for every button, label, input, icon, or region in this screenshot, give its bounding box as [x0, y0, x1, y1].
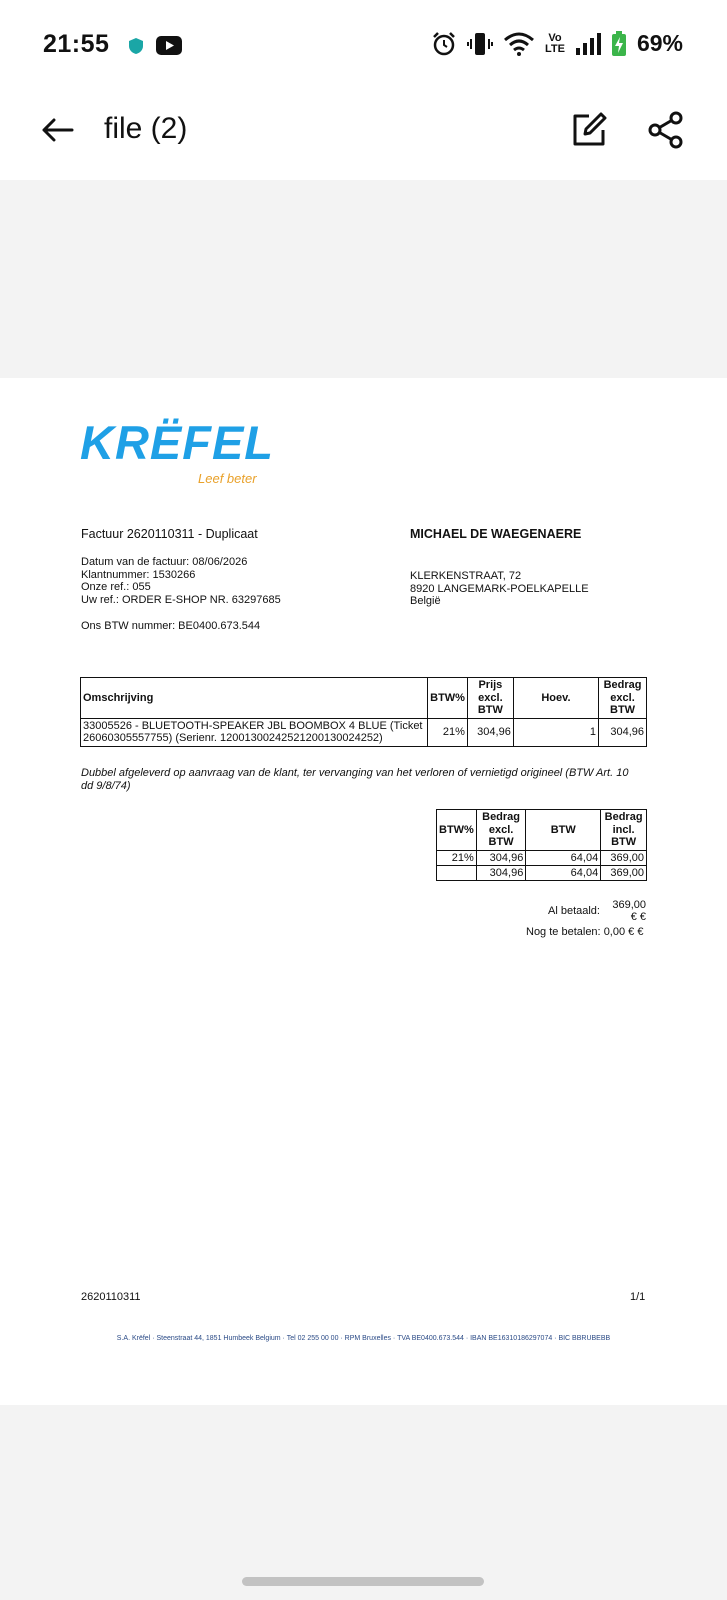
totals-header-incl-line1: Bedrag [604, 811, 643, 823]
logo-tagline: Leef beter [198, 471, 257, 486]
your-reference: Uw ref.: ORDER E-SHOP NR. 63297685 [81, 593, 281, 606]
back-button[interactable] [38, 110, 78, 150]
item-vat-pct: 21% [428, 718, 468, 746]
totals-vat-pct [437, 865, 477, 880]
volte-indicator [545, 33, 565, 55]
alarm-icon [431, 31, 457, 57]
item-amount: 304,96 [599, 718, 647, 746]
totals-header-incl [601, 810, 647, 851]
totals-excl: 304,96 [476, 850, 526, 865]
signal-icon [575, 32, 601, 56]
duplicate-note: Dubbel afgeleverd op aanvraag van de klant, ter vervanging van het verloren of vernietigd origineel (BTW Art. 10 dd 9/8/74) [81, 767, 629, 792]
item-description-line2: 26060305557755) (Serienr. 1200130024252120013002425​2) [83, 732, 383, 744]
app-bar [0, 88, 727, 180]
table-row [81, 718, 647, 746]
edit-icon [569, 110, 609, 150]
header-qty: Hoev. [513, 678, 598, 719]
edit-button[interactable] [569, 110, 609, 150]
paid-value-currency: € € [630, 911, 646, 923]
header-vat-pct: BTW% [428, 678, 468, 719]
viewer-background-top [0, 180, 727, 378]
volte-top-label: Vo [548, 31, 562, 44]
pdf-page[interactable] [0, 378, 727, 1405]
header-price-line2: excl. [478, 691, 503, 704]
totals-header-incl-line3: BTW [611, 836, 637, 848]
totals-header-vat: BTW [526, 810, 601, 851]
items-table [80, 677, 647, 747]
totals-incl: 369,00 [601, 850, 647, 865]
table-row [437, 865, 647, 880]
invoice-date: Datum van de factuur: 08/06/2026 [81, 556, 248, 568]
battery-charging-icon [611, 31, 627, 57]
totals-vat-pct: 21% [437, 850, 477, 865]
due-label: Nog te betalen: [526, 926, 601, 938]
header-amount-line2: excl. [610, 691, 635, 704]
totals-header-vat-pct: BTW% [437, 810, 477, 851]
paid-value-amount: 369,00 [612, 899, 646, 911]
share-button[interactable] [646, 110, 686, 150]
invoice-title: Factuur 2620110311 - Duplicaat [81, 527, 258, 541]
header-price-line1: Prijs [478, 679, 503, 691]
totals-vat: 64,04 [526, 865, 601, 880]
vibrate-icon [467, 31, 493, 57]
header-price [467, 678, 513, 719]
volte-bottom-label: LTE [544, 42, 565, 55]
totals-header-incl-line2: incl. [612, 823, 635, 836]
share-icon [646, 110, 686, 150]
item-description-line1: 33005526 - BLUETOOTH-SPEAKER JBL BOOMBOX 4 BLUE (Ticket [83, 719, 423, 732]
items-header-row [81, 678, 647, 719]
totals-vat: 64,04 [526, 850, 601, 865]
footer-invoice-ref: 2620110311 [81, 1291, 141, 1303]
customer-name: MICHAEL DE WAEGENAERE [410, 527, 582, 541]
item-description [81, 718, 428, 746]
gesture-nav-handle[interactable] [242, 1577, 484, 1586]
header-price-line3: BTW [477, 704, 503, 716]
customer-address [410, 570, 589, 608]
customer-street: KLERKENSTRAAT, 72 [410, 570, 522, 582]
status-left-icons [128, 36, 182, 55]
footer-page-number: 1/1 [630, 1291, 646, 1303]
totals-header-excl-line1: Bedrag [482, 811, 521, 823]
company-footer-line: S.A. Krëfel · Steenstraat 44, 1851 Humbeek Belgium · Tel 02 255 00 00 · RPM Bruxelles · TVA BE0400.673.544 · IBAN BE16310186297074 · BIC BBRUBEBB [116, 1335, 611, 1342]
header-amount-line1: Bedrag [603, 679, 642, 691]
logo-brand: KRËFEL [80, 416, 274, 469]
krefel-logo [80, 416, 274, 486]
table-row [437, 850, 647, 865]
totals-incl: 369,00 [601, 865, 647, 880]
battery-percentage: 69% [636, 30, 683, 56]
totals-header-row [437, 810, 647, 851]
totals-header-excl-line3: BTW [488, 836, 514, 848]
paid-label: Al betaald: [548, 905, 600, 917]
totals-excl: 304,96 [476, 865, 526, 880]
totals-header-excl-line2: excl. [488, 823, 514, 836]
file-title: file (2) [104, 112, 188, 145]
company-vat-number: Ons BTW nummer: BE0400.673.544 [81, 620, 261, 632]
due-value: 0,00 € € [603, 926, 644, 938]
totals-header-excl [476, 810, 526, 851]
wifi-icon [503, 32, 535, 56]
shield-icon [128, 37, 144, 55]
vat-totals-table [436, 809, 647, 881]
amount-due-row [526, 926, 643, 938]
header-amount [599, 678, 647, 719]
viewer-background-bottom [0, 1405, 727, 1600]
paid-value [606, 899, 646, 923]
customer-country: België [410, 595, 441, 607]
invoice-meta [81, 556, 281, 606]
header-description: Omschrijving [81, 678, 428, 719]
status-right-icons [431, 30, 683, 57]
youtube-icon [156, 36, 182, 55]
item-qty: 1 [513, 718, 598, 746]
customer-city: 8920 LANGEMARK-POELKAPELLE [410, 582, 589, 595]
back-arrow-icon [38, 110, 78, 150]
header-amount-line3: BTW [610, 704, 636, 716]
our-reference: Onze ref.: 055 [81, 581, 151, 593]
client-number: Klantnummer: 1530266 [81, 568, 196, 581]
status-bar [0, 0, 727, 88]
item-price: 304,96 [467, 718, 513, 746]
status-time: 21:55 [43, 30, 110, 58]
